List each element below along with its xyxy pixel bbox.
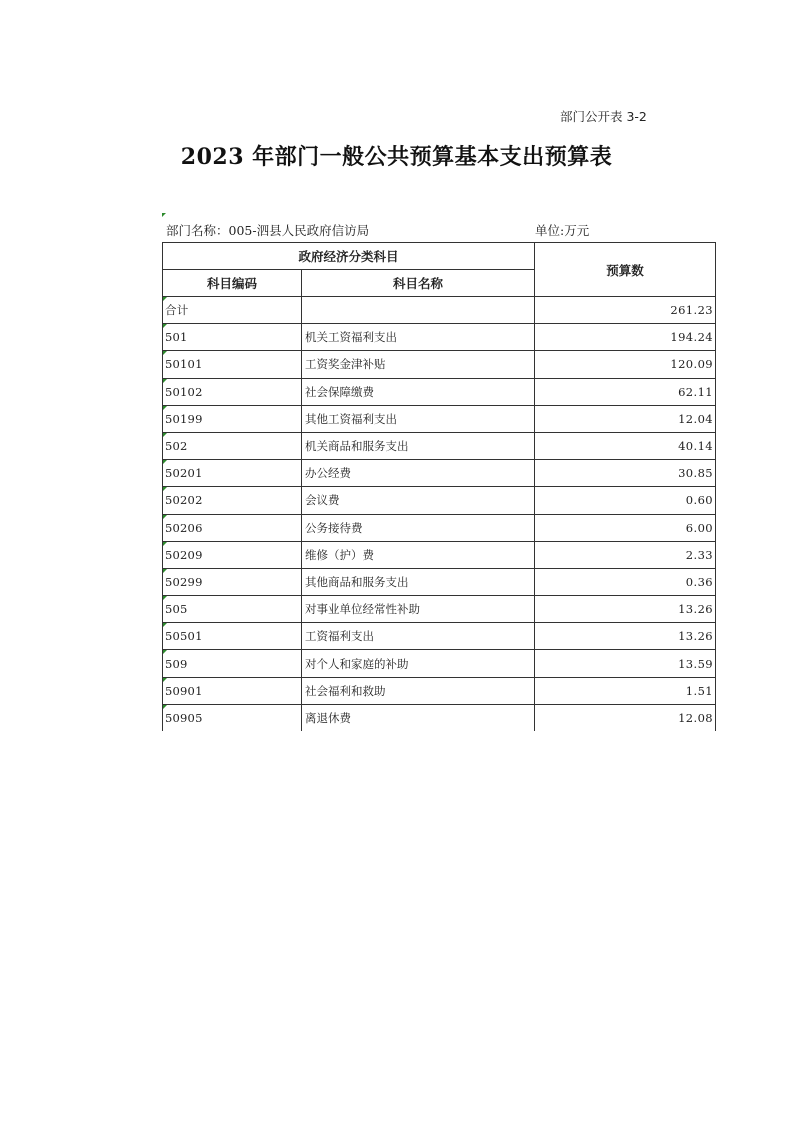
- item-name: 其他商品和服务支出: [302, 568, 535, 595]
- item-name: 公务接待费: [302, 514, 535, 541]
- header-item-name: 科目名称: [302, 270, 535, 297]
- table-row: [163, 432, 716, 459]
- item-name: 工资奖金津补贴: [302, 351, 535, 378]
- item-code: 50209: [163, 541, 302, 568]
- item-code: 50202: [163, 487, 302, 514]
- budget-amount: 0.36: [535, 568, 716, 595]
- item-code: 509: [163, 650, 302, 677]
- table-row: [163, 324, 716, 351]
- table-row: [163, 378, 716, 405]
- budget-amount: 13.26: [535, 596, 716, 623]
- header-economic-classification: 政府经济分类科目: [163, 243, 535, 270]
- item-code: 502: [163, 432, 302, 459]
- item-code: 合计: [163, 297, 302, 324]
- table-row: [163, 460, 716, 487]
- budget-table: [162, 242, 716, 731]
- budget-amount: 6.00: [535, 514, 716, 541]
- page-title: 2023 年部门一般公共预算基本支出预算表: [180, 144, 613, 170]
- item-name: 对个人和家庭的补助: [302, 650, 535, 677]
- table-row: [163, 568, 716, 595]
- item-name: 社会福利和救助: [302, 677, 535, 704]
- item-name: [302, 297, 535, 324]
- item-name: 社会保障缴费: [302, 378, 535, 405]
- item-name: 对事业单位经常性补助: [302, 596, 535, 623]
- budget-amount: 12.08: [535, 704, 716, 731]
- budget-amount: 13.26: [535, 623, 716, 650]
- table-row: [163, 405, 716, 432]
- table-row: [163, 596, 716, 623]
- item-code: 50102: [163, 378, 302, 405]
- budget-amount: 2.33: [535, 541, 716, 568]
- budget-amount: 40.14: [535, 432, 716, 459]
- budget-amount: 194.24: [535, 324, 716, 351]
- department-name: 部门名称：005-泗县人民政府信访局: [166, 223, 370, 238]
- table-row: [163, 297, 716, 324]
- budget-amount: 62.11: [535, 378, 716, 405]
- table-row: [163, 650, 716, 677]
- item-code: 50905: [163, 704, 302, 731]
- item-code: 501: [163, 324, 302, 351]
- budget-amount: 0.60: [535, 487, 716, 514]
- table-row: [163, 704, 716, 731]
- budget-amount: 261.23: [535, 297, 716, 324]
- table-row: [163, 487, 716, 514]
- item-code: 50201: [163, 460, 302, 487]
- item-name: 其他工资福利支出: [302, 405, 535, 432]
- budget-amount: 12.04: [535, 405, 716, 432]
- budget-amount: 120.09: [535, 351, 716, 378]
- item-code: 50101: [163, 351, 302, 378]
- budget-amount: 1.51: [535, 677, 716, 704]
- header-item-code: 科目编码: [163, 270, 302, 297]
- item-name: 工资福利支出: [302, 623, 535, 650]
- table-row: [163, 541, 716, 568]
- item-code: 50206: [163, 514, 302, 541]
- unit-label: 单位:万元: [535, 223, 590, 238]
- item-code: 50199: [163, 405, 302, 432]
- budget-amount: 13.59: [535, 650, 716, 677]
- item-name: 机关商品和服务支出: [302, 432, 535, 459]
- item-name: 会议费: [302, 487, 535, 514]
- header-budget-amount: 预算数: [535, 243, 716, 297]
- item-name: 机关工资福利支出: [302, 324, 535, 351]
- item-name: 离退休费: [302, 704, 535, 731]
- table-row: [163, 677, 716, 704]
- item-code: 505: [163, 596, 302, 623]
- table-number: 部门公开表 3-2: [560, 109, 647, 124]
- item-code: 50501: [163, 623, 302, 650]
- table-row: [163, 514, 716, 541]
- item-name: 办公经费: [302, 460, 535, 487]
- item-code: 50299: [163, 568, 302, 595]
- cell-marker: [162, 213, 166, 217]
- item-code: 50901: [163, 677, 302, 704]
- table-body: [163, 297, 716, 732]
- item-name: 维修（护）费: [302, 541, 535, 568]
- budget-amount: 30.85: [535, 460, 716, 487]
- table-row: [163, 623, 716, 650]
- table-row: [163, 351, 716, 378]
